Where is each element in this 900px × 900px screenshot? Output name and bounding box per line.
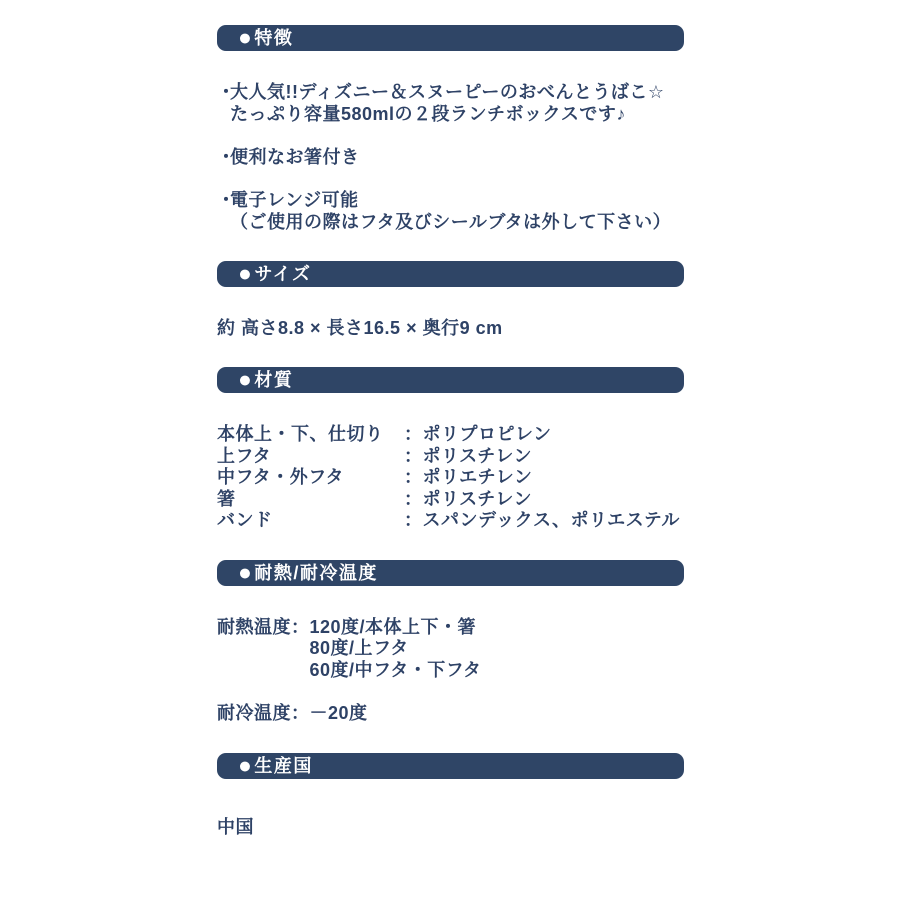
size-value: 約 高さ8.8 × 長さ16.5 × 奥行9 cm xyxy=(217,318,503,338)
list-item xyxy=(217,146,684,168)
section-header-size: ● サイズ xyxy=(217,261,684,287)
heat-resistance-line: 120度/本体上下・箸 xyxy=(309,616,477,637)
section-header-label: 耐熱/耐冷温度 xyxy=(254,562,378,583)
material-part-label: 箸 xyxy=(217,488,236,509)
feature-line: 便利なお箸付き xyxy=(230,147,360,167)
heat-resistance-line: 60度/中フタ・下フタ xyxy=(309,659,482,680)
heat-resistance-block xyxy=(217,617,684,682)
heat-resistance-values xyxy=(310,617,482,682)
material-part-value: ：スパンデックス、ポリエステル xyxy=(404,510,680,530)
list-item xyxy=(217,189,684,233)
feature-line: （ご使用の際はフタ及びシールブタは外して下さい） xyxy=(230,212,672,232)
table-row xyxy=(217,424,684,446)
feature-line: 電子レンジ可能 xyxy=(230,190,359,210)
section-header-label: サイズ xyxy=(254,264,312,284)
material-part-label: 本体上・下、仕切り xyxy=(217,424,384,444)
heat-resistance-line: 80度/上フタ xyxy=(309,638,409,658)
material-part-label: 中フタ・外フタ xyxy=(217,467,344,487)
material-part-label: 上フタ xyxy=(217,445,272,466)
table-row xyxy=(217,489,684,511)
feature-line: たっぷり容量580mlの２段ランチボックスです♪ xyxy=(230,104,626,124)
list-item xyxy=(217,81,684,125)
material-part-value: ：ポリスチレン xyxy=(404,488,532,509)
material-part-value: ：ポリスチレン xyxy=(404,445,532,466)
section-header-material: ● 材質 xyxy=(217,367,684,393)
material-part-label: バンド xyxy=(217,510,273,530)
list-bullet: ・ xyxy=(217,147,236,167)
section-header-label: 生産国 xyxy=(254,755,313,776)
product-info-column xyxy=(217,25,684,838)
table-row xyxy=(217,446,684,468)
heat-resistance-label: 耐熱温度： xyxy=(217,616,310,637)
table-row xyxy=(217,467,684,489)
cold-resistance-label: 耐冷温度： xyxy=(217,703,310,723)
list-item-text xyxy=(230,189,671,233)
cold-resistance-value: －20度 xyxy=(309,703,368,723)
list-item-text xyxy=(230,81,664,125)
section-header-temperature: ● 耐熱/耐冷温度 xyxy=(217,560,684,586)
section-header-label: 特徴 xyxy=(254,28,294,48)
section-header-features: ● 特徴 xyxy=(217,25,684,51)
feature-list xyxy=(217,81,684,233)
list-item-text xyxy=(230,146,360,168)
material-part-value: ：ポリプロピレン xyxy=(404,424,552,444)
feature-line: 大人気!!ディズニー＆スヌーピーのおべんとうばこ☆ xyxy=(230,82,665,102)
cold-resistance-line xyxy=(217,703,684,725)
list-bullet: ・ xyxy=(217,82,236,102)
section-header-origin: ● 生産国 xyxy=(217,753,684,779)
section-header-label: 材質 xyxy=(254,370,294,390)
material-part-value: ：ポリエチレン xyxy=(404,467,533,487)
list-bullet: ・ xyxy=(217,190,236,210)
material-table xyxy=(217,424,684,532)
origin-country-value: 中国 xyxy=(217,816,254,837)
table-row xyxy=(217,510,684,532)
